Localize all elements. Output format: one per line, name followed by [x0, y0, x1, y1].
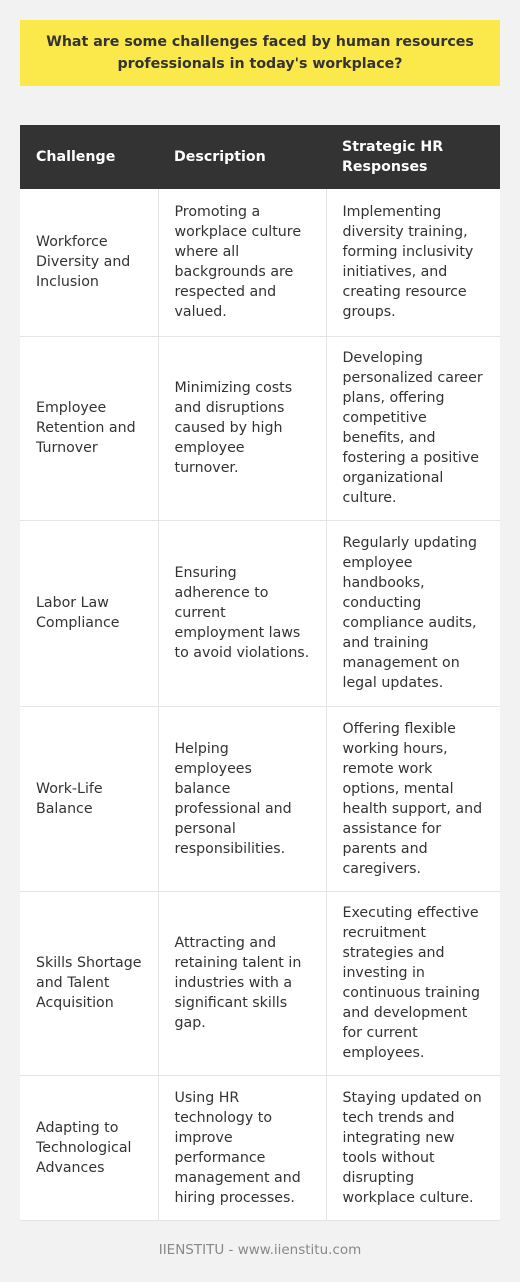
footer-credit: IIENSTITU - www.iienstitu.com [158, 1242, 362, 1258]
description-cell: Helping employees balance professional and personal responsibilities. [158, 706, 326, 891]
description-cell: Minimizing costs and disruptions caused by high employee turnover. [158, 336, 326, 520]
response-cell: Staying updated on tech trends and integrating new tools without disrupting workplace culture. [326, 1075, 500, 1220]
description-cell: Ensuring adherence to current employment laws to avoid violations. [158, 520, 326, 706]
description-cell: Attracting and retaining talent in industries with a significant skills gap. [158, 891, 326, 1075]
column-header-challenge: Challenge [20, 125, 158, 189]
challenge-cell: Employee Retention and Turnover [20, 336, 158, 520]
table-row [20, 1075, 500, 1220]
challenge-cell: Adapting to Technological Advances [20, 1075, 158, 1220]
challenges-table [20, 125, 500, 1221]
column-header-description: Description [158, 125, 326, 189]
table-header-row [20, 125, 500, 189]
description-cell: Using HR technology to improve performance management and hiring processes. [158, 1075, 326, 1220]
description-cell: Promoting a workplace culture where all backgrounds are respected and valued. [158, 189, 326, 336]
table-row [20, 520, 500, 706]
response-cell: Developing personalized career plans, offering competitive benefits, and fostering a positive organizational culture. [326, 336, 500, 520]
response-cell: Implementing diversity training, forming inclusivity initiatives, and creating resource groups. [326, 189, 500, 336]
table-row [20, 706, 500, 891]
response-cell: Regularly updating employee handbooks, conducting compliance audits, and training management on legal updates. [326, 520, 500, 706]
response-cell: Executing effective recruitment strategies and investing in continuous training and development for current employees. [326, 891, 500, 1075]
column-header-strategic-hr-responses: Strategic HR Responses [326, 125, 500, 189]
table-row [20, 189, 500, 336]
challenge-cell: Labor Law Compliance [20, 520, 158, 706]
table-row [20, 891, 500, 1075]
challenge-cell: Skills Shortage and Talent Acquisition [20, 891, 158, 1075]
response-cell: Offering flexible working hours, remote work options, mental health support, and assistance for parents and caregivers. [326, 706, 500, 891]
table-row [20, 336, 500, 520]
challenge-cell: Workforce Diversity and Inclusion [20, 189, 158, 336]
challenge-cell: Work-Life Balance [20, 706, 158, 891]
page-title: What are some challenges faced by human resources professionals in today's workplace? [20, 20, 500, 86]
